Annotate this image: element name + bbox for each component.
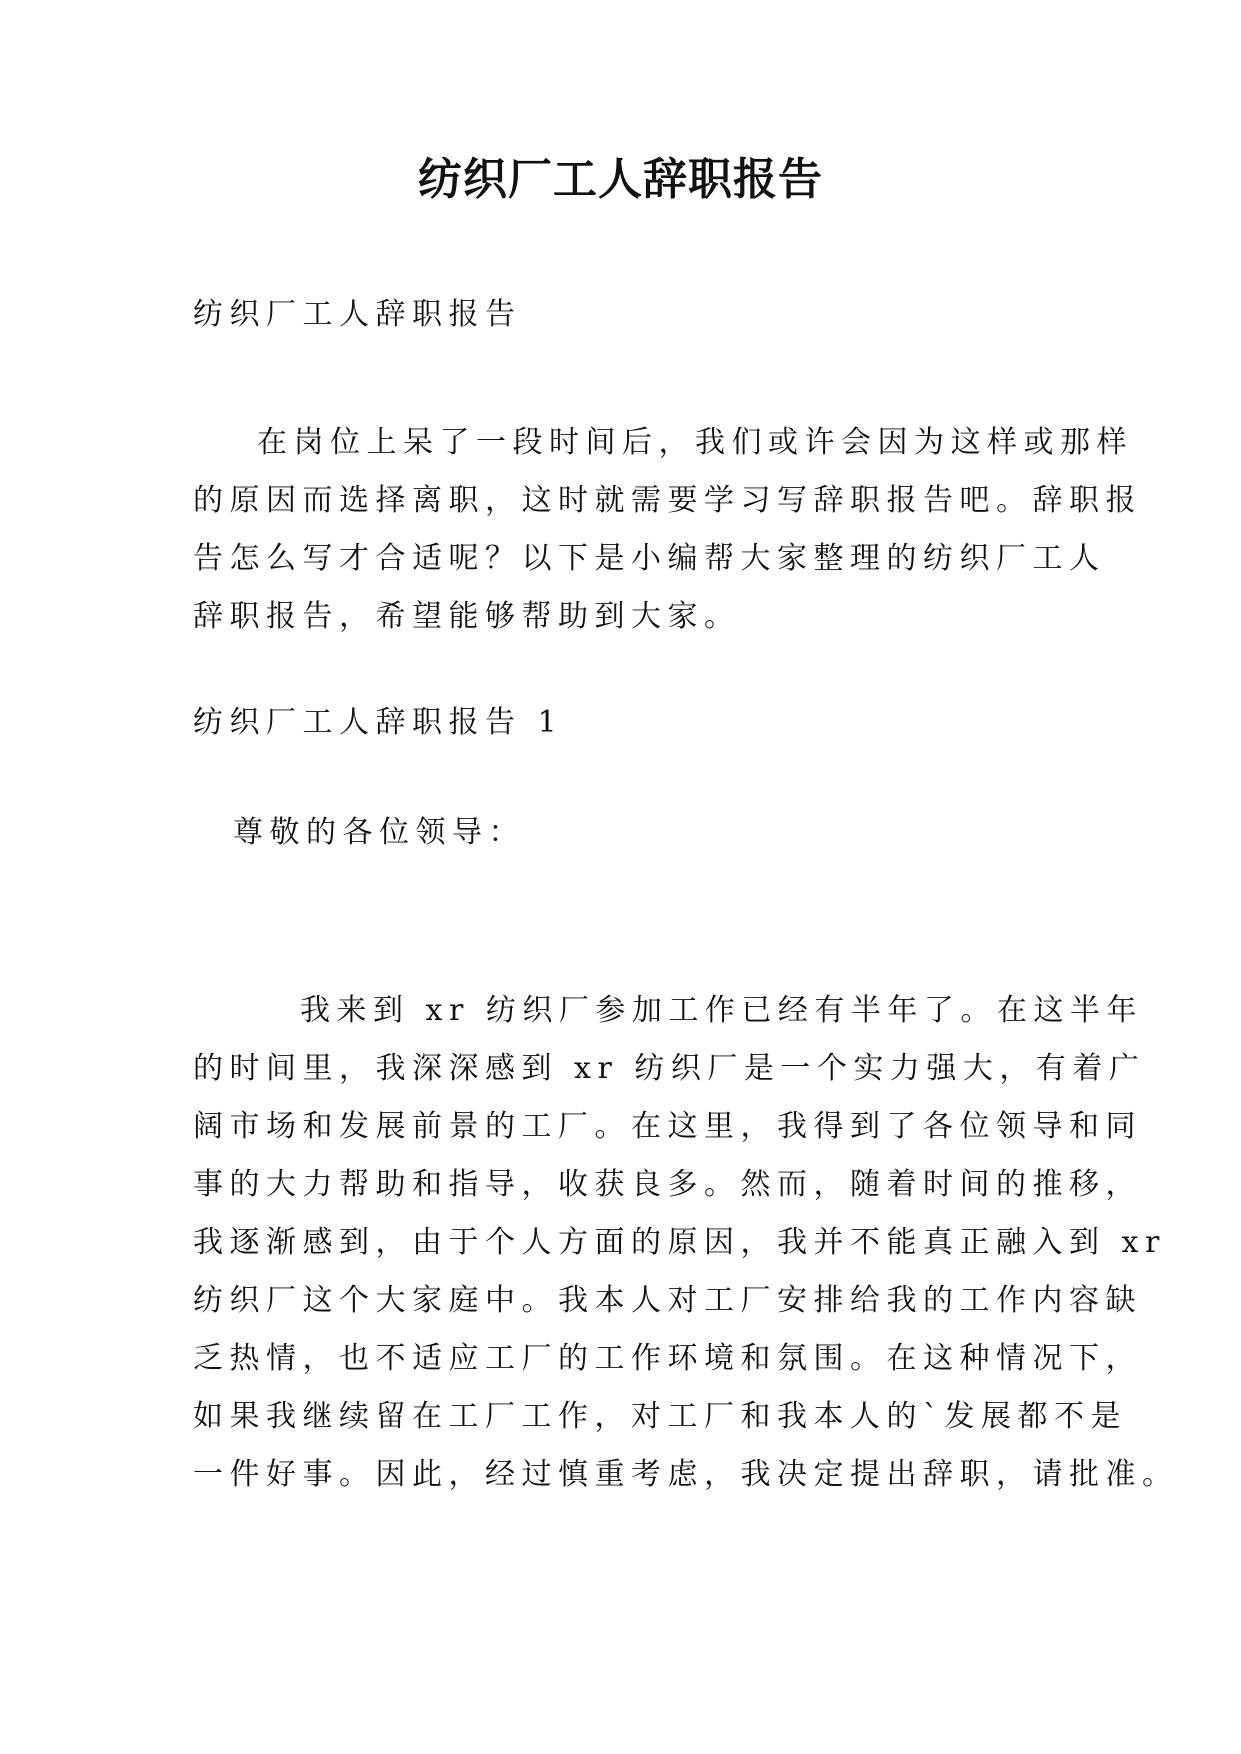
body-line: 的时间里，我深深感到 xr 纺织厂是一个实力强大，有着广 [193, 1051, 1146, 1086]
body-line: 我逐渐感到，由于个人方面的原因，我并不能真正融入到 xr [193, 1225, 1166, 1260]
body-line: 我来到 xr 纺织厂参加工作已经有半年了。在这半年 [300, 993, 1143, 1028]
intro-line: 在岗位上呆了一段时间后，我们或许会因为这样或那样 [257, 425, 1133, 460]
body-line: 阔市场和发展前景的工厂。在这里，我得到了各位领导和同 [193, 1109, 1142, 1144]
body-line: 一件好事。因此，经过慎重考虑，我决定提出辞职，请批准。 [193, 1457, 1179, 1492]
document-title: 纺织厂工人辞职报告 [418, 154, 823, 205]
body-line: 乏热情，也不适应工厂的工作环境和氛围。在这种情况下， [193, 1341, 1142, 1376]
salutation: 尊敬的各位领导： [233, 815, 525, 850]
document-subtitle: 纺织厂工人辞职报告 [193, 297, 522, 332]
intro-line: 告怎么写才合适呢？以下是小编帮大家整理的纺织厂工人 [193, 541, 1106, 576]
body-line: 事的大力帮助和指导，收获良多。然而，随着时间的推移， [193, 1167, 1142, 1202]
section-heading: 纺织厂工人辞职报告 1 [193, 705, 564, 740]
body-line: 如果我继续留在工厂工作，对工厂和我本人的`发展都不是 [193, 1399, 1127, 1434]
intro-line: 辞职报告，希望能够帮助到大家。 [193, 599, 741, 634]
body-line: 纺织厂这个大家庭中。我本人对工厂安排给我的工作内容缺 [193, 1283, 1142, 1318]
intro-line: 的原因而选择离职，这时就需要学习写辞职报告吧。辞职报 [193, 483, 1142, 518]
